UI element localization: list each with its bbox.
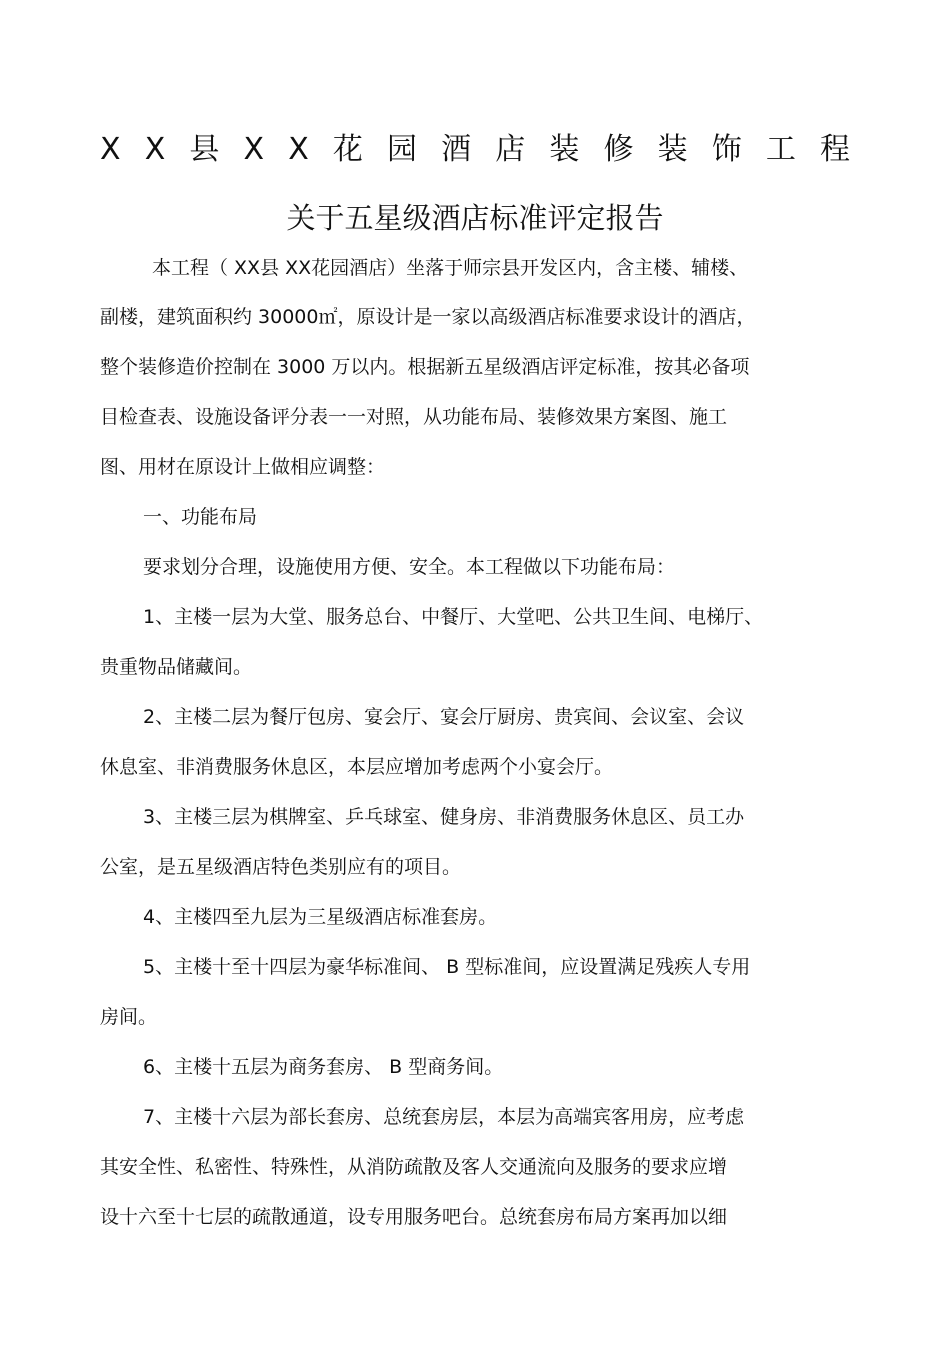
title-char: 花 (332, 132, 363, 167)
document-title (100, 128, 850, 172)
paragraph-line: 整个装修造价控制在 3000 万以内。根据新五星级酒店评定标准，按其必备项 (100, 356, 750, 378)
section-heading: 一、功能布局 (143, 506, 258, 528)
title-char: 工 (765, 132, 796, 167)
title-char: 修 (603, 132, 634, 167)
list-item-line: 7、主楼十六层为部长套房、总统套房层，本层为高端宾客用房，应考虑 (143, 1106, 745, 1128)
list-item-line: 设十六至十七层的疏散通道，设专用服务吧台。总统套房布局方案再加以细 (100, 1206, 728, 1228)
title-char: 程 (820, 132, 850, 167)
list-item-line: 2、主楼二层为餐厅包房、宴会厅、宴会厅厨房、贵宾间、会议室、会议 (143, 706, 745, 728)
title-char: 园 (387, 132, 417, 167)
paragraph-line: 本工程（ XX县 XX花园酒店）坐落于师宗县开发区内，含主楼、辅楼、 (152, 257, 749, 279)
title-char: 店 (495, 132, 526, 167)
title-char: 饰 (711, 132, 742, 167)
title-char: 装 (657, 132, 688, 167)
list-item-line: 6、主楼十五层为商务套房、 B 型商务间。 (143, 1056, 504, 1078)
list-item-line: 房间。 (100, 1006, 158, 1028)
title-char: X (243, 132, 265, 167)
title-char: 县 (189, 132, 220, 167)
paragraph-line: 副楼，建筑面积约 30000㎡，原设计是一家以高级酒店标准要求设计的酒店， (100, 306, 756, 328)
list-item-line: 4、主楼四至九层为三星级酒店标准套房。 (143, 906, 498, 928)
title-char: X (100, 132, 121, 167)
document-subtitle: 关于五星级酒店标准评定报告 (286, 201, 664, 235)
title-char: X (144, 132, 166, 167)
paragraph-line: 图、用材在原设计上做相应调整： (100, 456, 386, 478)
list-item-line: 其安全性、私密性、特殊性，从消防疏散及客人交通流向及服务的要求应增 (100, 1156, 728, 1178)
title-char: 装 (549, 132, 580, 167)
title-char: 酒 (441, 132, 472, 167)
list-item-line: 公室，是五星级酒店特色类别应有的项目。 (100, 856, 462, 878)
title-char: X (288, 132, 309, 167)
list-item-line: 休息室、非消费服务休息区，本层应增加考虑两个小宴会厅。 (100, 756, 614, 778)
list-item-line: 贵重物品储藏间。 (100, 656, 253, 678)
list-item-line: 1、主楼一层为大堂、服务总台、中餐厅、大堂吧、公共卫生间、电梯厅、 (143, 606, 764, 628)
list-item-line: 3、主楼三层为棋牌室、乒乓球室、健身房、非消费服务休息区、员工办 (143, 806, 745, 828)
paragraph-line: 要求划分合理，设施使用方便、安全。本工程做以下功能布局： (143, 556, 676, 578)
paragraph-line: 目检查表、设施设备评分表一一对照，从功能布局、装修效果方案图、施工 (100, 406, 728, 428)
list-item-line: 5、主楼十至十四层为豪华标准间、 B 型标准间，应设置满足残疾人专用 (143, 956, 751, 978)
